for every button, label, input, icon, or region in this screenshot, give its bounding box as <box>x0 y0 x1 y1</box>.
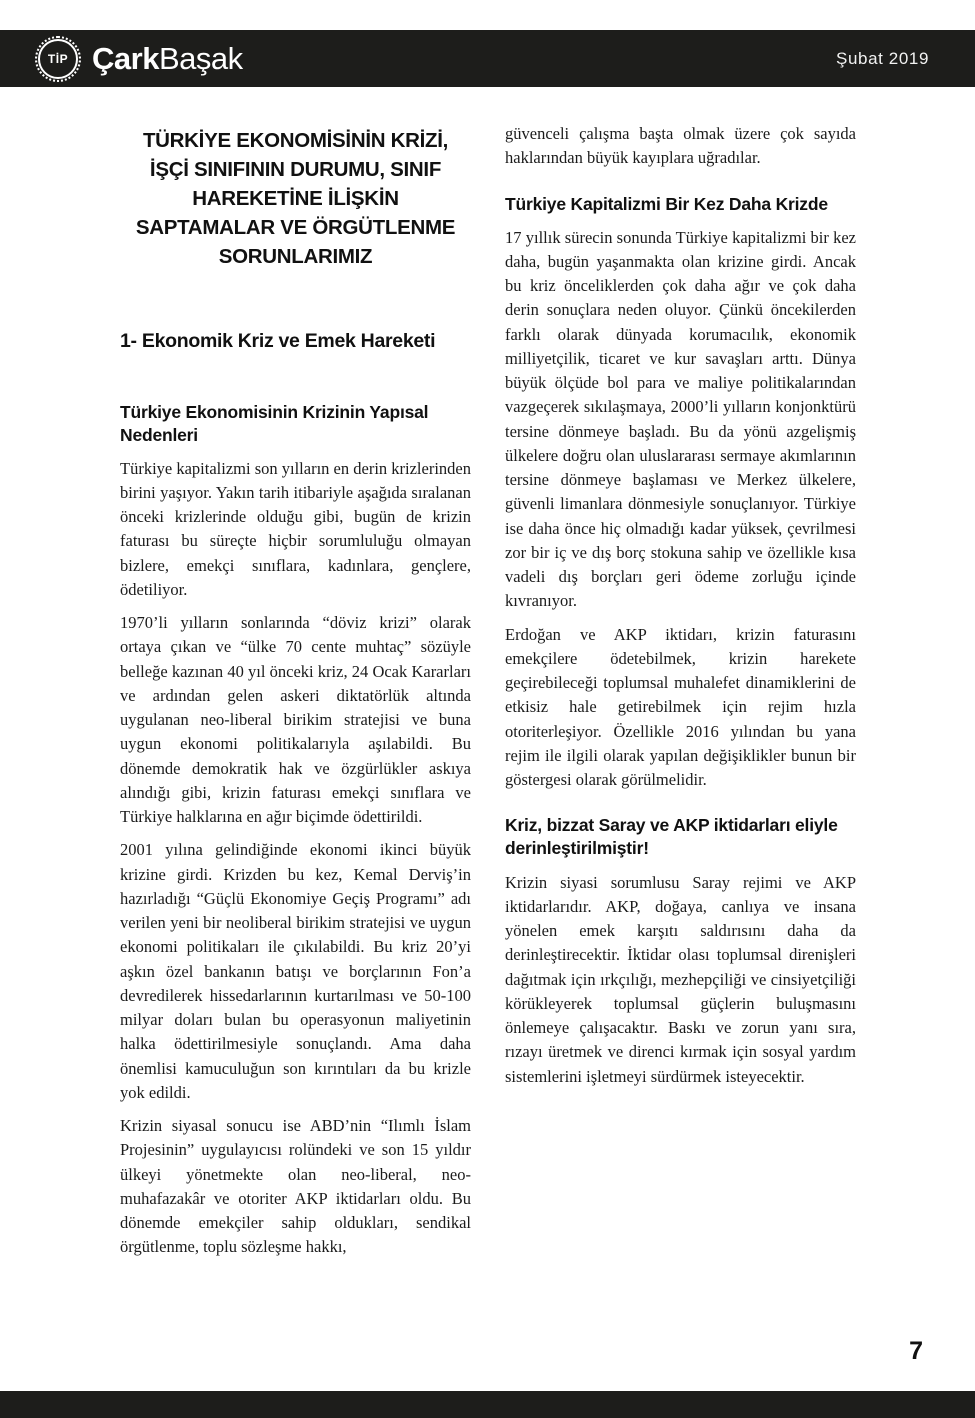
left-column <box>120 122 471 1269</box>
paragraph: Erdoğan ve AKP iktidarı, krizin faturasını emekçilere ödetebilmek, krizin harekete geçirebileceği toplumsal muhalefet dinamiklerini de etkisiz hale getirebilmek için rejim hızla otoriterleşiyor. Özellikle 2016 yılından bu yana rejim ile ilgili olarak yapılan değişiklikler bunun bir göstergesi olarak görülmelidir. <box>505 624 856 790</box>
article-title: TÜRKİYE EKONOMİSİNİN KRİZİ, İŞÇİ SINIFININ DURUMU, SINIF HAREKETİNE İLİŞKİN SAPTAMALAR VE ÖRGÜTLENME SORUNLARIMIZ <box>135 129 456 269</box>
magazine-title-light: Başak <box>158 40 243 76</box>
page-header <box>0 30 975 87</box>
paragraph: Krizin siyasi sorumlusu Saray rejimi ve AKP iktidarlarıdır. AKP, doğaya, canlıya ve insana yönelen emek karşıtı saldırısını daha da derinleştirecektir. İktidar olası toplumsal direnişleri dağıtmak için ırkçılığı, mezhepçiliği ve cinsiyetçiliği körükleyerek toplumsal güçlerin buluşmasını önlemeye çalışacaktır. Baskı ve zorun yanı sıra, rızayı üretmek ve direnci kırmak için sosyal yardım sistemlerini işletmeyi sürdürmek isteyecektir. <box>505 872 856 1086</box>
subheading-palace-akp: Kriz, bizzat Saray ve AKP iktidarları eliyle derinleştirilmiştir! <box>505 815 838 859</box>
paragraph: 1970’li yılların sonlarında “döviz krizi” olarak ortaya çıkan ve “ülke 70 cente muhtaç” sözüyle belleğe kazınan 40 yıl önceki kriz, 24 Ocak Kararları ve ardından gelen askeri diktatörlük altında uygulanan neo-liberal birikim stratejisi ve buna uygun ekonomi politikalarıyla aşılabildi. Bu dönemde demokratik hak ve özgürlükler askıya alındığı gibi, krizin faturası emekçi sınıflara ve Türkiye halklarına en ağır biçimde ödettirildi. <box>120 613 471 827</box>
section-heading: 1- Ekonomik Kriz ve Emek Hareketi <box>120 329 436 352</box>
article-body <box>120 122 856 1269</box>
paragraph-continuation: güvenceli çalışma başta olmak üzere çok sayıda haklarından büyük kayıplara uğradılar. <box>505 124 856 168</box>
issue-date: Şubat 2019 <box>836 48 929 68</box>
magazine-title <box>92 41 243 77</box>
tip-logo-icon <box>38 39 78 79</box>
subheading-structural-causes: Türkiye Ekonomisinin Krizinin Yapısal Nedenleri <box>120 401 429 445</box>
magazine-title-bold: Çark <box>92 40 159 76</box>
tip-logo-text: TİP <box>47 51 69 66</box>
page-footer-bar <box>0 1391 975 1418</box>
subheading-capitalism-crisis: Türkiye Kapitalizmi Bir Kez Daha Krizde <box>505 193 828 214</box>
paragraph: 17 yıllık sürecin sonunda Türkiye kapitalizmi bir kez daha, bugün yaşanmakta olan krizine girdi. Ancak bu kriz önceliklerden çok daha ağır ve çok daha derin sonuçlara neden oluyor. Çünkü öncekilerden farklı olarak dünyada korumacılık, ekonomik milliyetçilik, ticaret ve kur savaşları arttı. Dünya büyük ölçüde bol para ve maliye politikalarından vazgeçerek sıkılaşmaya, 2000’li yılların konjonktürü tersine dönmeye başladı. Bu da yönü azgelişmiş ülkelere doğru olan uluslararası sermaye akımlarının tersine dönmeye başlaması ve Merkez ülkelere, güvenli limanlara dönmesiyle sonuçlanıyor. Türkiye ise daha önce hiç olmadığı kadar yüksek, çevrilmesi zor bir iç ve dış borç stokuna sahip ve özellikle kısa vadeli dış borçları geri ödeme zorluğu içinde kıvranıyor. <box>505 227 856 611</box>
right-column <box>505 122 856 1269</box>
paragraph: Türkiye kapitalizmi son yılların en derin krizlerinden birini yaşıyor. Yakın tarih itibariyle aşağıda sıralanan önceki krizlerinde olduğu gibi, bugün de krizin faturası bu süreçte hiçbir sorumluluğu olmayan bizlere, emekçi sınıflara, kadınlara, gençlere, ödetiliyor. <box>120 458 471 599</box>
paragraph: Krizin siyasal sonucu ise ABD’nin “Ilımlı İslam Projesinin” uygulayıcısı rolündeki ve son 15 yıldır ülkeyi yönetmekte olan neo-liberal, neo-muhafazakâr ve otoriter AKP iktidarları oldu. Bu dönemde emekçiler sahip oldukları, sendikal örgütlenme, toplu sözleşme hakkı, <box>120 1116 471 1257</box>
page-number: 7 <box>909 1337 923 1365</box>
paragraph: 2001 yılına gelindiğinde ekonomi ikinci büyük krizine girdi. Krizden bu kez, Kemal Derviş’in hazırladığı “Güçlü Ekonomiye Geçiş Programı” adı verilen yeni bir neoliberal birikim stratejisi ve uygun ekonomi politikaları ile çıkılabildi. Bu kriz 20’yi aşkın özel bankanın batışı ve borçlarının Fon’a devredilerek hissedarlarının kurtarılması ve 50-100 milyar doları bulan bu operasyonun maliyetinin halka ödettirilmesiyle sonuçlandı. Ama daha önemlisi kamuculuğun son kırıntıları da bu krizle yok edildi. <box>120 840 471 1102</box>
